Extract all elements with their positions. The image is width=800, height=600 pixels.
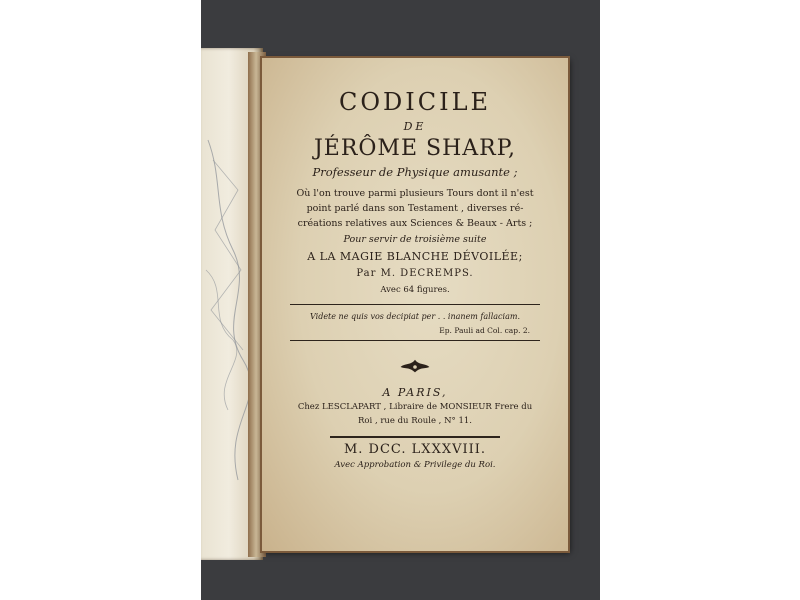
description-line-3: créations relatives aux Sciences & Beaux - Arts ; — [297, 218, 533, 229]
subtitle-line: Pour servir de troisième suite — [343, 234, 487, 245]
book-title: CODICILE — [338, 88, 492, 116]
description-line-1: Où l'on trouve parmi plusieurs Tours dont il n'est — [296, 188, 534, 199]
publisher-line-1: Chez LESCLAPART , Libraire de MONSIEUR Frere du — [297, 402, 533, 412]
publication-year: M. DCC. LXXXVIII. — [343, 442, 487, 457]
fleuron-ornament-icon — [397, 358, 433, 376]
bottom-rule — [290, 340, 540, 341]
publisher-line-2: Roi , rue du Roule , N° 11. — [358, 416, 472, 426]
title-page — [262, 58, 568, 551]
epigraph-quote: Videte ne quis vos decipiat per . . inanem fallaciam. — [310, 312, 520, 321]
date-rule — [330, 436, 500, 438]
top-rule — [290, 304, 540, 305]
pencil-scribble-marks — [203, 120, 253, 500]
epigraph-source: Ep. Pauli ad Col. cap. 2. — [439, 326, 530, 335]
author-name: JÉRÔME SHARP, — [313, 136, 517, 161]
author-role: Professeur de Physique amusante ; — [312, 165, 518, 179]
title-connector: DE — [403, 120, 427, 133]
privilege-note: Avec Approbation & Privilege du Roi. — [334, 460, 496, 470]
publication-place: A PARIS, — [382, 386, 448, 399]
by-line: Par M. DECREMPS. — [356, 268, 474, 279]
description-line-2: point parlé dans son Testament , diverses ré- — [306, 203, 524, 214]
figures-note: Avec 64 figures. — [380, 285, 450, 295]
series-title: A LA MAGIE BLANCHE DÉVOILÉE; — [307, 250, 523, 263]
